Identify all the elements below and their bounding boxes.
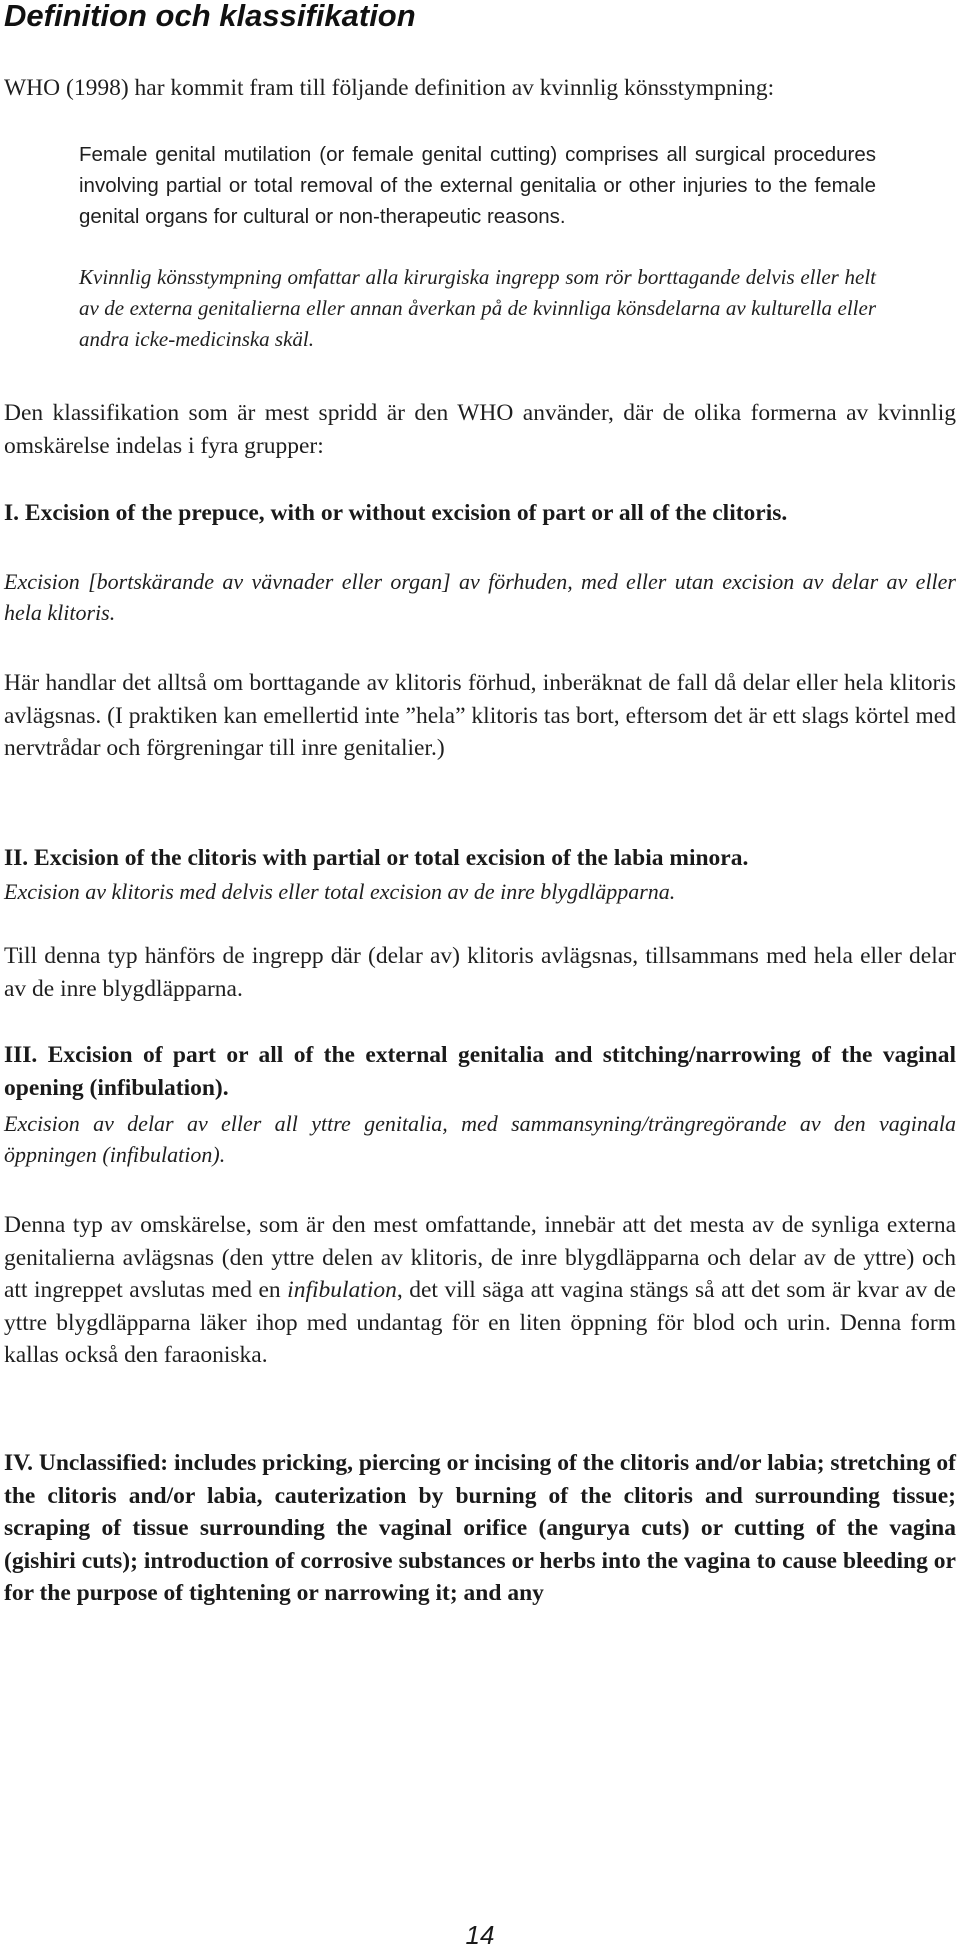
type-3-title-english: III. Excision of part or all of the external genitalia and stitching/narrowing of the vaginal opening (infibulation). [4,1042,956,1101]
type-4-title-english: IV. Unclassified: includes pricking, piercing or incising of the clitoris and/or labia; stretching of the clitoris and/or labia, cauterization by burning of the clitoris and surrounding tissue; scraping of tissue surrounding the vaginal orifice (angurya cuts) or cutting of the vagina (gishiri cuts); introduction of corrosive substances or herbs into the vagina to cause bleeding or for the purpose of tightening or narrowing it; and any [4,1450,956,1606]
type-2-explanation: Till denna typ hänförs de ingrepp där (delar av) klitoris avlägsnas, tillsammans med hela eller delar av de inre blygdläpparna. [4,943,956,1002]
page-number: 14 [465,1920,495,1950]
type-1-title-swedish: Excision [bortskärande av vävnader eller organ] av förhuden, med eller utan excision av delar av eller hela klitoris. [4,569,956,625]
type-1-title-english: I. Excision of the prepuce, with or without excision of part or all of the clitoris. [4,500,788,526]
type-3-title-swedish: Excision av delar av eller all yttre genitalia, med sammansyning/trängregörande av den vaginala öppningen (infibulation). [4,1111,956,1167]
type-3-explanation [4,1209,956,1372]
type-1-explanation: Här handlar det alltså om borttagande av klitoris förhud, inberäknat de fall då delar eller hela klitoris avlägsnas. (I praktiken kan emellertid inte ”hela” klitoris tas bort, eftersom det är ett slags körtel med nervtrådar och förgreningar till inre genitalier.) [4,670,956,761]
intro-paragraph: WHO (1998) har kommit fram till följande definition av kvinnlig könsstympning: [4,75,775,101]
type-2-title-english: II. Excision of the clitoris with partial or total excision of the labia minora. [4,845,749,871]
type-3-explanation-part-1: Denna typ av omskärelse, som är den mest omfattande, innebär att det mesta av de synliga externa genitalierna avlägsnas (den yttre delen av klitoris, de inre blygdläpparna och delar av de yttre) och att ingreppet avslutas med en [4,1212,956,1303]
type-3-explanation-emphasis: infibulation [287,1277,397,1303]
type-3-explanation-part-2: , det vill säga att vagina stängs så att det som är kvar av de yttre blygdläpparna läker ihop med undantag för en liten öppning för blod och urin. Denna form kallas också den faraoniska. [4,1277,956,1368]
who-definition-swedish: Kvinnlig könsstympning omfattar alla kirurgiska ingrepp som rör borttagande delvis eller helt av de externa genitalierna eller annan åverkan på de kvinnliga könsdelarna av kulturella eller andra icke-medicinska skäl. [79,265,876,351]
section-heading: Definition och klassifikation [4,0,416,33]
classification-intro: Den klassifikation som är mest spridd är den WHO använder, där de olika formerna av kvinnlig omskärelse indelas i fyra grupper: [4,400,956,459]
type-2-title-swedish: Excision av klitoris med delvis eller total excision av de inre blygdläpparna. [4,879,676,904]
who-definition-english: Female genital mutilation (or female genital cutting) comprises all surgical procedures involving partial or total removal of the external genitalia or other injuries to the female genital organs for cultural or non-therapeutic reasons. [79,143,876,228]
